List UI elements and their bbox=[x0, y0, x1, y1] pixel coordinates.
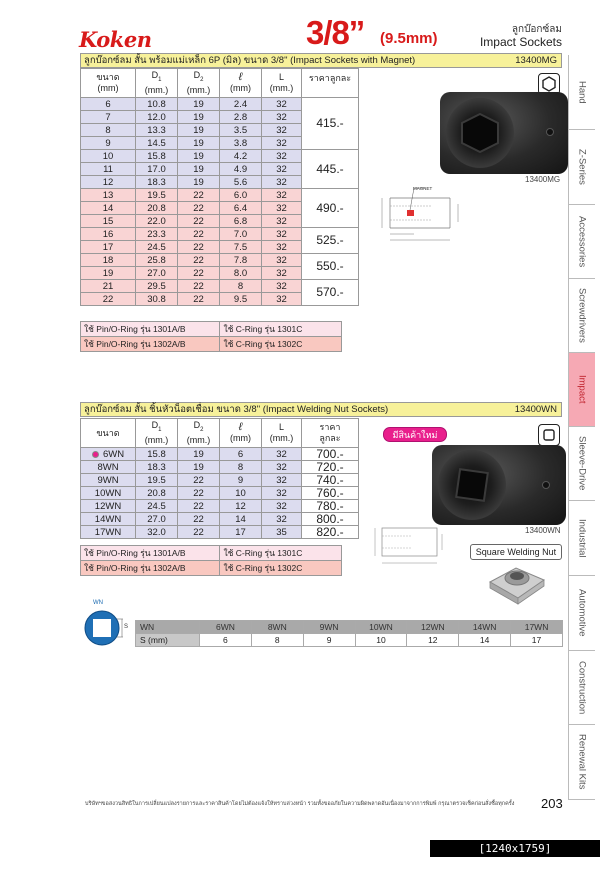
cell-d2: 22 bbox=[178, 254, 220, 267]
wn-icon-label: WN bbox=[93, 600, 103, 606]
wn-col-header: 9WN bbox=[303, 621, 355, 634]
wn-row-label: WN bbox=[136, 621, 200, 634]
section-code: 13400WN bbox=[514, 404, 557, 415]
cell-L: 32 bbox=[262, 474, 302, 487]
cell-d2: 22 bbox=[178, 241, 220, 254]
cell-d1: 17.0 bbox=[136, 163, 178, 176]
table-row bbox=[81, 150, 359, 163]
cell-size: 13 bbox=[81, 189, 136, 202]
cell-L: 32 bbox=[262, 228, 302, 241]
cell-d2: 19 bbox=[178, 448, 220, 461]
section-title-welding-nut-sockets bbox=[80, 402, 562, 417]
wn-s-value: 12 bbox=[407, 634, 459, 647]
cell-size: 8 bbox=[81, 124, 136, 137]
cell-L: 35 bbox=[262, 526, 302, 539]
section-title-magnet-sockets bbox=[80, 53, 562, 68]
wn-col-header: 12WN bbox=[407, 621, 459, 634]
cell-L: 32 bbox=[262, 500, 302, 513]
magnet-socket-diagram bbox=[380, 186, 465, 248]
cell-d1: 32.0 bbox=[136, 526, 178, 539]
cell-L: 32 bbox=[262, 189, 302, 202]
wn-values-row bbox=[136, 634, 563, 647]
cell-d2: 22 bbox=[178, 526, 220, 539]
new-product-badge: มีสินค้าใหม่ bbox=[383, 427, 447, 442]
cell-l: 12 bbox=[220, 500, 262, 513]
cell-l: 8 bbox=[220, 461, 262, 474]
cell-l: 6.4 bbox=[220, 202, 262, 215]
cell-d1: 18.3 bbox=[136, 461, 178, 474]
cell-L: 32 bbox=[262, 487, 302, 500]
wn-col-header: 17WN bbox=[511, 621, 563, 634]
s-row-label: S (mm) bbox=[136, 634, 200, 647]
cell-size: 8WN bbox=[81, 461, 136, 474]
tab-industrial[interactable]: Industrial bbox=[569, 501, 595, 576]
cell-size: 6 bbox=[81, 98, 136, 111]
tab-renewal-kits[interactable]: Renewal Kits bbox=[569, 725, 595, 800]
cell-L: 32 bbox=[262, 163, 302, 176]
cell-d2: 19 bbox=[178, 137, 220, 150]
cell-price: 800.- bbox=[302, 513, 359, 526]
table-row bbox=[81, 189, 359, 202]
cell-l: 8 bbox=[220, 280, 262, 293]
cell-l: 6.8 bbox=[220, 215, 262, 228]
wn-col-header: 14WN bbox=[459, 621, 511, 634]
oring-row bbox=[81, 337, 342, 352]
table-row bbox=[81, 228, 359, 241]
cell-L: 32 bbox=[262, 513, 302, 526]
wn-s-value: 9 bbox=[303, 634, 355, 647]
cell-price: 525.- bbox=[302, 228, 359, 254]
cell-size: 7 bbox=[81, 111, 136, 124]
cell-d1: 20.8 bbox=[136, 487, 178, 500]
cell-L: 32 bbox=[262, 137, 302, 150]
cell-d1: 18.3 bbox=[136, 176, 178, 189]
page-title-thai: ลูกบ๊อกซ์ลม bbox=[511, 24, 562, 35]
image-watermark: [1240x1759] https://upic.me/ bbox=[430, 840, 600, 857]
tab-construction[interactable]: Construction bbox=[569, 651, 595, 725]
oring-cell: ใช้ Pin/O-Ring รุ่น 1301A/B bbox=[81, 322, 220, 337]
cring-cell: ใช้ C-Ring รุ่น 1302C bbox=[220, 561, 342, 576]
col-d1: $D_1$ (mm.) bbox=[136, 69, 178, 98]
cell-L: 32 bbox=[262, 293, 302, 306]
table-row bbox=[81, 254, 359, 267]
cell-size bbox=[81, 448, 136, 461]
table-row bbox=[81, 526, 359, 539]
welding-nut-socket-diagram bbox=[372, 520, 447, 568]
section1-oring-table bbox=[80, 321, 342, 352]
col-l: L (mm.) bbox=[262, 419, 302, 448]
tab-z-series[interactable]: Z-Series bbox=[569, 130, 595, 205]
cell-price: 820.- bbox=[302, 526, 359, 539]
cell-l: 3.8 bbox=[220, 137, 262, 150]
cell-size: 9WN bbox=[81, 474, 136, 487]
cell-l: 4.2 bbox=[220, 150, 262, 163]
cell-L: 32 bbox=[262, 176, 302, 189]
cell-d2: 22 bbox=[178, 513, 220, 526]
cell-L: 32 bbox=[262, 150, 302, 163]
cell-d1: 24.5 bbox=[136, 500, 178, 513]
col-l-small: ℓ (mm) bbox=[220, 69, 262, 98]
cell-L: 32 bbox=[262, 280, 302, 293]
cell-l: 2.8 bbox=[220, 111, 262, 124]
cell-price: 720.- bbox=[302, 461, 359, 474]
wn-col-header: 8WN bbox=[251, 621, 303, 634]
oring-cell: ใช้ Pin/O-Ring รุ่น 1301A/B bbox=[81, 546, 220, 561]
cring-cell: ใช้ C-Ring รุ่น 1302C bbox=[220, 337, 342, 352]
wn-col-header: 10WN bbox=[355, 621, 407, 634]
cell-L: 32 bbox=[262, 267, 302, 280]
table-row bbox=[81, 474, 359, 487]
col-d2: $D_2$ (mm.) bbox=[178, 419, 220, 448]
wn-size-table bbox=[135, 620, 563, 647]
cell-price: 490.- bbox=[302, 189, 359, 228]
col-price: ราคา ลูกละ bbox=[302, 419, 359, 448]
cell-d1: 20.8 bbox=[136, 202, 178, 215]
cell-d2: 22 bbox=[178, 202, 220, 215]
cell-L: 32 bbox=[262, 241, 302, 254]
page-number: 203 bbox=[541, 796, 563, 811]
magnet-socket-image-code: 13400MG bbox=[525, 175, 561, 184]
col-l-small: ℓ (mm) bbox=[220, 419, 262, 448]
tab-impact[interactable]: Impact bbox=[569, 353, 595, 427]
cell-price: 700.- bbox=[302, 448, 359, 461]
cell-d2: 22 bbox=[178, 293, 220, 306]
cell-size: 21 bbox=[81, 280, 136, 293]
square-welding-nut-photo bbox=[482, 560, 552, 608]
cell-d1: 19.5 bbox=[136, 474, 178, 487]
new-item-dot-icon bbox=[92, 451, 99, 458]
tab-hand[interactable]: Hand bbox=[569, 55, 595, 130]
table-row bbox=[81, 98, 359, 111]
cring-cell: ใช้ C-Ring รุ่น 1301C bbox=[220, 546, 342, 561]
dim-s-label: S bbox=[124, 624, 129, 630]
oring-row bbox=[81, 546, 342, 561]
wn-col-header: 6WN bbox=[200, 621, 252, 634]
cell-size: 15 bbox=[81, 215, 136, 228]
cell-L: 32 bbox=[262, 111, 302, 124]
magnet-sockets-table bbox=[80, 68, 359, 306]
cell-d1: 24.5 bbox=[136, 241, 178, 254]
welding-nut-sockets-table bbox=[80, 418, 359, 539]
cell-l: 8.0 bbox=[220, 267, 262, 280]
section-code: 13400MG bbox=[515, 55, 557, 66]
cell-d1: 29.5 bbox=[136, 280, 178, 293]
cell-size: 17WN bbox=[81, 526, 136, 539]
magnet-label: MAGNET bbox=[413, 186, 433, 191]
cell-l: 7.0 bbox=[220, 228, 262, 241]
cell-size: 18 bbox=[81, 254, 136, 267]
cell-d2: 22 bbox=[178, 280, 220, 293]
square-socket-end-icon bbox=[80, 608, 130, 648]
cell-L: 32 bbox=[262, 124, 302, 137]
cell-d1: 14.5 bbox=[136, 137, 178, 150]
cell-d1: 10.8 bbox=[136, 98, 178, 111]
table-header-row bbox=[81, 419, 359, 448]
cell-d1: 19.5 bbox=[136, 189, 178, 202]
wn-header-row bbox=[136, 621, 563, 634]
cell-size: 19 bbox=[81, 267, 136, 280]
cell-d1: 30.8 bbox=[136, 293, 178, 306]
cell-l: 10 bbox=[220, 487, 262, 500]
cell-l: 6 bbox=[220, 448, 262, 461]
cell-l: 7.8 bbox=[220, 254, 262, 267]
section-title-text: ลูกบ๊อกซ์ลม สั้น ชิ้นหัวน็อตเชื่อม ขนาด 3/8" (Impact Welding Nut Sockets) bbox=[84, 404, 389, 415]
cell-size: 11 bbox=[81, 163, 136, 176]
table-row bbox=[81, 513, 359, 526]
drive-size-mm: (9.5mm) bbox=[380, 30, 438, 47]
table-row bbox=[81, 280, 359, 293]
cell-l: 3.5 bbox=[220, 124, 262, 137]
col-d1: $D_1$ (mm.) bbox=[136, 419, 178, 448]
cell-price: 415.- bbox=[302, 98, 359, 150]
table-header-row bbox=[81, 69, 359, 98]
cell-L: 32 bbox=[262, 215, 302, 228]
cell-d1: 23.3 bbox=[136, 228, 178, 241]
cell-d1: 15.8 bbox=[136, 150, 178, 163]
welding-nut-socket-photo bbox=[432, 445, 566, 525]
cell-size: 9 bbox=[81, 137, 136, 150]
cell-L: 32 bbox=[262, 448, 302, 461]
cell-l: 2.4 bbox=[220, 98, 262, 111]
col-l: L (mm.) bbox=[262, 69, 302, 98]
cell-d1: 25.8 bbox=[136, 254, 178, 267]
cell-size: 12WN bbox=[81, 500, 136, 513]
cell-price: 760.- bbox=[302, 487, 359, 500]
cell-d2: 19 bbox=[178, 98, 220, 111]
cell-d2: 19 bbox=[178, 150, 220, 163]
cell-d2: 22 bbox=[178, 500, 220, 513]
tab-screwdrivers[interactable]: Screwdrivers bbox=[569, 279, 595, 353]
col-price: ราคาลูกละ bbox=[302, 69, 359, 98]
square-drive-icon bbox=[538, 424, 560, 446]
cell-d1: 27.0 bbox=[136, 267, 178, 280]
cell-price: 550.- bbox=[302, 254, 359, 280]
col-d2: $D_2$ (mm.) bbox=[178, 69, 220, 98]
cell-l: 5.6 bbox=[220, 176, 262, 189]
cell-price: 740.- bbox=[302, 474, 359, 487]
cell-price: 570.- bbox=[302, 280, 359, 306]
cell-L: 32 bbox=[262, 461, 302, 474]
table-row bbox=[81, 487, 359, 500]
cell-l: 9.5 bbox=[220, 293, 262, 306]
cell-size: 12 bbox=[81, 176, 136, 189]
section2-oring-table bbox=[80, 545, 342, 576]
page-title-english: Impact Sockets bbox=[479, 35, 562, 49]
cell-l: 17 bbox=[220, 526, 262, 539]
cell-d1: 13.3 bbox=[136, 124, 178, 137]
cell-size: 22 bbox=[81, 293, 136, 306]
cell-size-text: 6WN bbox=[102, 448, 125, 460]
cell-size: 14WN bbox=[81, 513, 136, 526]
table-row bbox=[81, 500, 359, 513]
table-row bbox=[81, 448, 359, 461]
wn-s-value: 6 bbox=[200, 634, 252, 647]
cell-L: 32 bbox=[262, 202, 302, 215]
cell-d2: 22 bbox=[178, 228, 220, 241]
oring-row bbox=[81, 561, 342, 576]
cell-d2: 19 bbox=[178, 163, 220, 176]
cell-d2: 22 bbox=[178, 267, 220, 280]
oring-row bbox=[81, 322, 342, 337]
cell-d1: 12.0 bbox=[136, 111, 178, 124]
magnet-socket-photo bbox=[440, 92, 568, 174]
cell-l: 4.9 bbox=[220, 163, 262, 176]
tab-sleeve-drive[interactable]: Sleeve-Drive bbox=[569, 427, 595, 501]
cell-d2: 22 bbox=[178, 474, 220, 487]
cell-l: 7.5 bbox=[220, 241, 262, 254]
cell-size: 10 bbox=[81, 150, 136, 163]
cell-L: 32 bbox=[262, 254, 302, 267]
cell-size: 16 bbox=[81, 228, 136, 241]
welding-nut-sockets-rows bbox=[81, 448, 359, 539]
cell-d2: 19 bbox=[178, 176, 220, 189]
category-side-tabs bbox=[568, 55, 594, 800]
cell-L: 32 bbox=[262, 98, 302, 111]
magnet-sockets-rows bbox=[81, 98, 359, 306]
cell-l: 6.0 bbox=[220, 189, 262, 202]
tab-automotive[interactable]: Automotive bbox=[569, 576, 595, 651]
table-row bbox=[81, 461, 359, 474]
drive-size-title: 3/8’’ bbox=[306, 14, 364, 51]
cell-size: 17 bbox=[81, 241, 136, 254]
cell-d1: 15.8 bbox=[136, 448, 178, 461]
square-welding-nut-label: Square Welding Nut bbox=[470, 544, 562, 560]
cell-l: 9 bbox=[220, 474, 262, 487]
cring-cell: ใช้ C-Ring รุ่น 1301C bbox=[220, 322, 342, 337]
cell-d1: 22.0 bbox=[136, 215, 178, 228]
cell-d2: 22 bbox=[178, 487, 220, 500]
cell-d2: 22 bbox=[178, 189, 220, 202]
koken-logo: Koken bbox=[79, 27, 152, 52]
cell-price: 780.- bbox=[302, 500, 359, 513]
oring-cell: ใช้ Pin/O-Ring รุ่น 1302A/B bbox=[81, 337, 220, 352]
col-size: ขนาด bbox=[81, 419, 136, 448]
wn-s-value: 8 bbox=[251, 634, 303, 647]
section-title-text: ลูกบ๊อกซ์ลม สั้น พร้อมแม่เหล็ก 6P (มิล) ขนาด 3/8" (Impact Sockets with Magnet) bbox=[84, 55, 416, 66]
wn-s-value: 10 bbox=[355, 634, 407, 647]
footer-disclaimer: บริษัทฯขอสงวนสิทธิในการเปลี่ยนแปลงรายการและราคาสินค้าโดยไม่ต้องแจ้งให้ทราบล่วงหน้า รวมทั้งขออภัยในความผิดพลาดอันเนื่องมาจากการพิมพ์ กรุณาตรวจเช็คก่อนสั่งซื้อทุกครั้ง bbox=[85, 801, 515, 807]
cell-d2: 19 bbox=[178, 111, 220, 124]
tab-accessories[interactable]: Accessories bbox=[569, 205, 595, 279]
cell-d2: 22 bbox=[178, 215, 220, 228]
oring-cell: ใช้ Pin/O-Ring รุ่น 1302A/B bbox=[81, 561, 220, 576]
wn-s-value: 17 bbox=[511, 634, 563, 647]
cell-price: 445.- bbox=[302, 150, 359, 189]
welding-nut-socket-image-code: 13400WN bbox=[525, 526, 561, 535]
cell-l: 14 bbox=[220, 513, 262, 526]
cell-d1: 27.0 bbox=[136, 513, 178, 526]
cell-d2: 19 bbox=[178, 461, 220, 474]
cell-d2: 19 bbox=[178, 124, 220, 137]
cell-size: 14 bbox=[81, 202, 136, 215]
col-size: ขนาด (mm) bbox=[81, 69, 136, 98]
cell-size: 10WN bbox=[81, 487, 136, 500]
wn-s-value: 14 bbox=[459, 634, 511, 647]
